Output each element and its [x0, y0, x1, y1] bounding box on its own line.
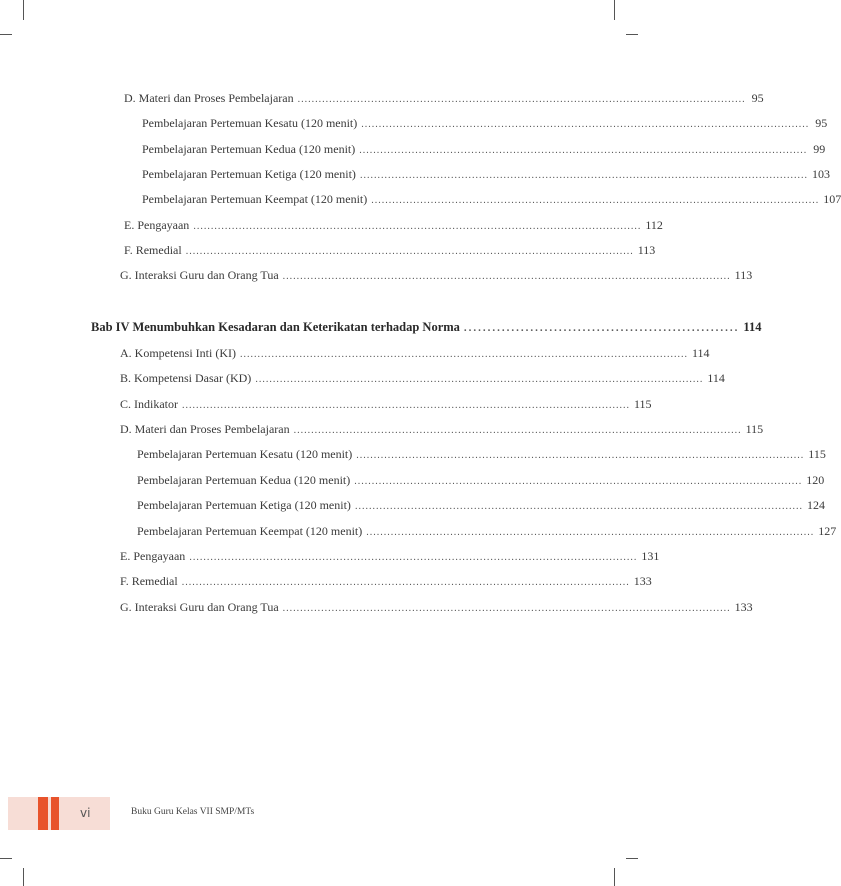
dot-leader: ................................................................................................................................ [182, 400, 630, 411]
toc-entry-label: A. Kompetensi Inti (KI) [120, 346, 236, 360]
crop-mark-bottom-right-h [626, 858, 638, 859]
dot-leader: ................................................................................................................................ [359, 170, 808, 181]
toc-entry-page: 120 [806, 473, 825, 487]
footer-accent-bar [51, 797, 59, 830]
toc-entry[interactable] [120, 549, 660, 565]
dot-leader: ................................................................................................................................ [371, 195, 820, 206]
toc-entry-page: 99 [813, 142, 826, 156]
toc-entry[interactable] [120, 422, 764, 438]
dot-leader: ................................................................................................................................ [354, 501, 803, 512]
dot-leader: ................................................................................................................................ [366, 527, 815, 538]
toc-entry[interactable] [137, 524, 837, 540]
toc-entry-label: G. Interaksi Guru dan Orang Tua [120, 600, 279, 614]
toc-entry-label: E. Pengayaan [120, 549, 186, 563]
toc-entry-page: 115 [808, 447, 826, 461]
dot-leader: ................................................................................................................................ [255, 374, 704, 385]
toc-entry[interactable] [124, 91, 764, 107]
toc-entry-page: 112 [645, 218, 663, 232]
book-title: Buku Guru Kelas VII SMP/MTs [131, 807, 255, 817]
toc-entry[interactable] [120, 371, 725, 387]
dot-leader: ................................................................................................................................ [193, 221, 642, 232]
dot-leader: ................................................................................................................................ [356, 450, 805, 461]
dot-leader: ................................................................................................................................ [185, 246, 634, 257]
toc-entry-page: 133 [633, 574, 652, 588]
toc-entry-label: Pembelajaran Pertemuan Ketiga (120 menit) [142, 167, 356, 181]
toc-entry-page: 114 [691, 346, 710, 360]
toc-entry[interactable] [137, 473, 825, 489]
dot-leader: ................................................................................................................................ [181, 577, 630, 588]
toc-entry-page: 127 [818, 524, 837, 538]
toc-entry[interactable] [142, 142, 826, 158]
toc-entry-page: 124 [806, 498, 825, 512]
dot-leader: ................................................................................................................................ [189, 552, 638, 563]
toc-entry-label: Pembelajaran Pertemuan Keempat (120 menit) [142, 192, 368, 206]
toc-entry-label: Pembelajaran Pertemuan Kedua (120 menit) [137, 473, 351, 487]
toc-entry-label: Pembelajaran Pertemuan Keempat (120 menit) [137, 524, 363, 538]
toc-entry-page: 133 [734, 600, 753, 614]
toc-entry-label: Pembelajaran Pertemuan Kedua (120 menit) [142, 142, 356, 156]
toc-entry-label: G. Interaksi Guru dan Orang Tua [120, 268, 279, 282]
dot-leader: .......................................................... [463, 322, 740, 334]
toc-entry-label: Pembelajaran Pertemuan Kesatu (120 menit) [137, 447, 353, 461]
toc-chapter-label: Bab IV Menumbuhkan Kesadaran dan Keterikatan terhadap Norma [91, 320, 460, 334]
footer-accent-bar [38, 797, 48, 830]
dot-leader: ................................................................................................................................ [282, 271, 731, 282]
toc-entry-label: E. Pengayaan [124, 218, 190, 232]
toc-entry[interactable] [124, 243, 656, 259]
toc-entry[interactable] [120, 574, 652, 590]
toc-entry[interactable] [142, 116, 828, 132]
toc-entry-label: D. Materi dan Proses Pembelajaran [120, 422, 290, 436]
toc-entry[interactable] [120, 268, 753, 284]
toc-entry-page: 113 [637, 243, 656, 257]
toc-chapter-page: 114 [743, 320, 762, 334]
crop-mark-bottom-left-h [0, 858, 12, 859]
dot-leader: ................................................................................................................................ [297, 94, 746, 105]
dot-leader: ................................................................................................................................ [293, 425, 742, 436]
crop-mark-top-right-v [614, 0, 615, 20]
toc-entry-page: 113 [734, 268, 753, 282]
toc-entry-label: Pembelajaran Pertemuan Ketiga (120 menit) [137, 498, 351, 512]
crop-mark-bottom-left-v [23, 868, 24, 886]
toc-entry-page: 95 [751, 91, 764, 105]
toc-entry-page: 115 [745, 422, 764, 436]
toc-entry[interactable] [137, 498, 825, 514]
toc-entry[interactable] [120, 397, 652, 413]
toc-entry[interactable] [120, 346, 710, 362]
toc-entry-page: 95 [815, 116, 828, 130]
toc-entry[interactable] [142, 167, 830, 183]
toc-entry[interactable] [137, 447, 826, 463]
toc-entry[interactable] [142, 192, 841, 208]
crop-mark-top-left-h [0, 34, 12, 35]
toc-entry-label: C. Indikator [120, 397, 178, 411]
toc-chapter-heading[interactable] [91, 320, 762, 335]
toc-entry-page: 103 [811, 167, 830, 181]
dot-leader: ................................................................................................................................ [282, 603, 731, 614]
dot-leader: ................................................................................................................................ [359, 145, 808, 156]
crop-mark-bottom-right-v [614, 868, 615, 886]
crop-mark-top-left-v [23, 0, 24, 20]
dot-leader: ................................................................................................................................ [361, 119, 810, 130]
toc-entry-page: 131 [641, 549, 660, 563]
dot-leader: ................................................................................................................................ [239, 349, 688, 360]
toc-entry-label: F. Remedial [120, 574, 178, 588]
toc-entry-page: 107 [823, 192, 841, 206]
crop-mark-top-right-h [626, 34, 638, 35]
toc-entry-label: D. Materi dan Proses Pembelajaran [124, 91, 294, 105]
toc-entry-label: F. Remedial [124, 243, 182, 257]
page-number: vi [80, 806, 91, 820]
toc-entry[interactable] [124, 218, 663, 234]
toc-entry-label: Pembelajaran Pertemuan Kesatu (120 menit) [142, 116, 358, 130]
footer-band [8, 797, 110, 830]
dot-leader: ................................................................................................................................ [354, 476, 803, 487]
toc-entry-page: 114 [707, 371, 725, 385]
toc-entry-label: B. Kompetensi Dasar (KD) [120, 371, 252, 385]
toc-entry[interactable] [120, 600, 753, 616]
toc-entry-page: 115 [634, 397, 652, 411]
